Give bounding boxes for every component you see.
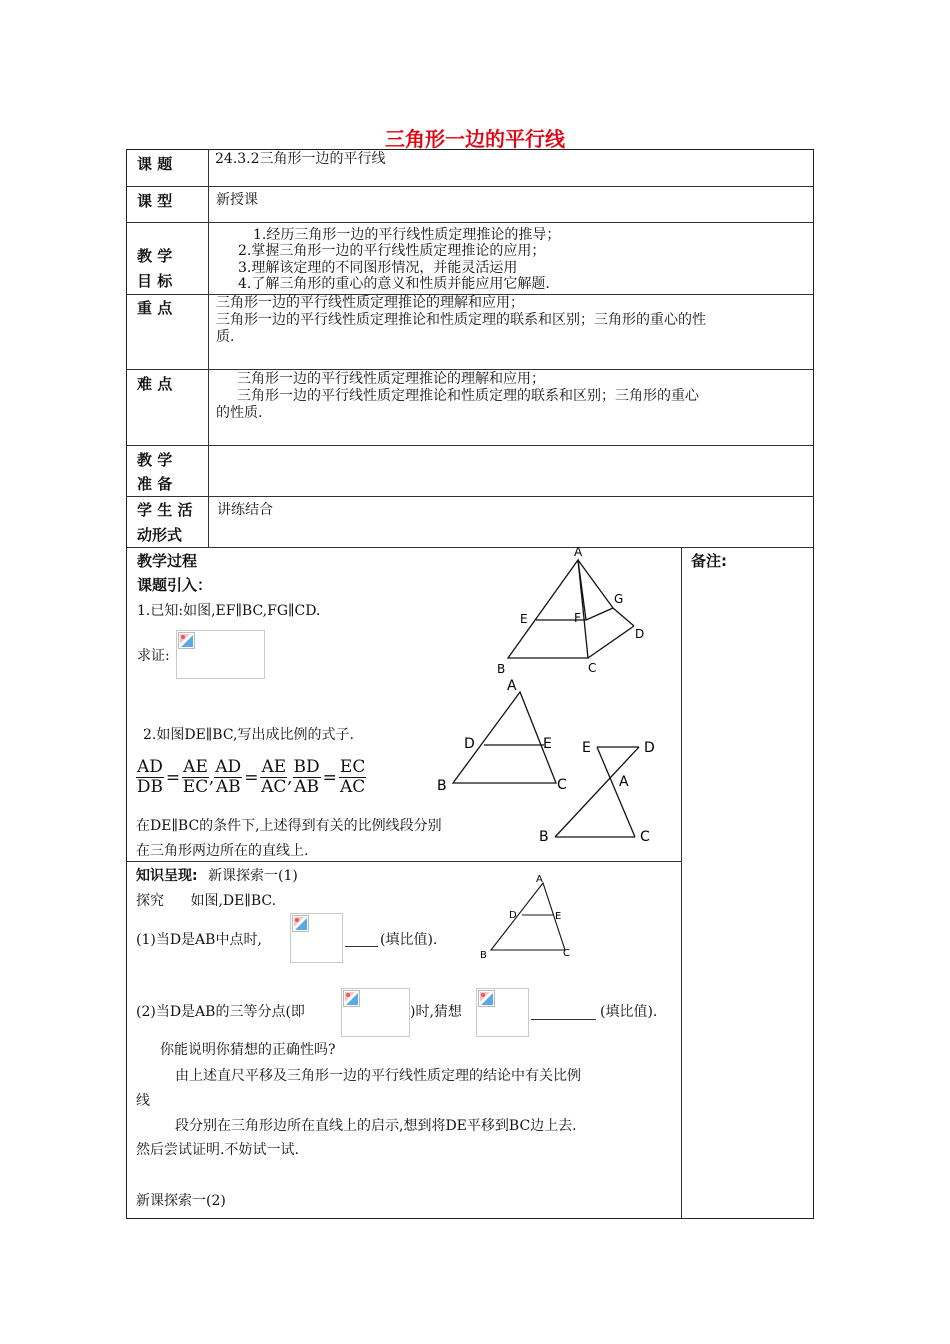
next-section-heading: 新课探索一(2) [136,1193,226,1209]
conclusion-line: 在三角形两边所在的直线上. [136,843,309,859]
row-divider [126,186,814,187]
page-title: 三角形一边的平行线 [385,127,565,151]
point-label: C [588,661,597,675]
explore-line [136,893,276,910]
figure-hourglass [535,735,665,850]
difficult-line: 三角形一边的平行线性质定理推论和性质定理的联系和区别；三角形的重心 [237,388,699,404]
point-label: E [520,612,528,626]
activity-label-2: 动形式 [137,526,183,544]
figure-small-triangle [477,870,577,965]
paragraph-line: 线 [136,1093,150,1109]
point-label: C [563,948,570,959]
row-divider [126,861,681,862]
fraction: $\frac{AD}{AB}$ [215,757,242,797]
remarks-label: 备注: [691,552,727,570]
row-divider [126,369,814,370]
point-label: A [507,678,517,694]
part-2-suffix: (填比值). [600,1004,658,1020]
point-label: C [557,777,567,793]
prep-label-2: 准 备 [137,475,173,493]
fraction: $\frac{AE}{EC}$ [182,757,209,797]
point-label: E [555,911,562,922]
point-label: B [437,778,447,794]
row-divider [126,222,814,223]
ratio-equations: $\frac{AD}{DB}$ = $\frac{AE}{EC}$ , $\frac{AD}{AB}$ = $\frac{AE}{AC}$ , $\frac{BD}{AB}$ = $\frac{EC}{AC}$ [136,757,366,797]
type-label: 课 型 [137,192,173,210]
goal-item: 1.经历三角形一边的平行线性质定理推论的推导； [253,227,561,243]
point-label: B [480,950,487,961]
difficult-line: 的性质. [216,405,263,421]
part-1-text: (1)当D是AB中点时, [136,932,262,948]
broken-image-icon [343,990,360,1007]
paragraph-line: 由上述直尺平移及三角形一边的平行线性质定理的结论中有关比例 [175,1068,581,1084]
fraction: $\frac{BD}{AB}$ [293,757,320,797]
topic-value: 24.3.2三角形一边的平行线 [215,151,386,167]
fraction: $\frac{AD}{DB}$ [136,757,164,797]
goal-item: 3.理解该定理的不同图形情况，并能灵活运用 [238,260,518,276]
point-label: D [509,910,517,921]
missing-image [290,913,343,963]
goal-item: 4.了解三角形的重心的意义和性质并能应用它解题. [238,276,550,292]
type-value: 新授课 [216,192,258,208]
process-heading: 教学过程 [137,552,198,570]
figure-triangle-efg [488,545,648,680]
point-label: D [644,740,655,756]
prove-label: 求证: [137,648,170,664]
missing-image [176,630,265,679]
explore-label: 探究 [136,893,164,909]
point-label: G [614,592,624,606]
part-2-middle: )时,猜想 [410,1004,462,1020]
point-label: E [543,736,552,752]
point-label: A [574,545,583,559]
conclusion-line: 在DE∥BC的条件下,上述得到有关的比例线段分别 [136,818,442,834]
column-divider [681,547,682,1219]
row-divider [126,496,814,497]
paragraph-line: 然后尝试证明.不妨试一试. [136,1142,299,1158]
paragraph-line: 段分别在三角形边所在直线上的启示,想到将DE平移到BC边上去. [175,1118,577,1134]
point-label: A [536,874,543,885]
key-line: 质. [216,329,235,345]
key-label: 重 点 [137,299,173,317]
question-2: 2.如图DE∥BC,写出成比例的式子. [143,727,354,743]
column-divider [208,149,209,547]
fraction: $\frac{AE}{AC}$ [261,757,287,797]
key-line: 三角形一边的平行线性质定理推论和性质定理的联系和区别；三角形的重心的性 [216,312,706,328]
difficult-label: 难 点 [137,375,173,393]
broken-image-icon [292,915,309,932]
part-1-suffix: (填比值). [380,932,438,948]
prep-label-1: 教 学 [137,451,173,469]
knowledge-heading-line [136,868,298,885]
knowledge-subheading: 新课探索一(1) [208,868,298,884]
broken-image-icon [178,632,195,649]
broken-image-icon [478,990,495,1007]
point-label: A [619,774,629,790]
fraction: $\frac{EC}{AC}$ [339,757,366,797]
key-line: 三角形一边的平行线性质定理推论的理解和应用； [216,295,524,311]
difficult-line: 三角形一边的平行线性质定理推论的理解和应用； [237,371,545,387]
row-divider [126,547,814,548]
activity-value: 讲练结合 [217,502,273,518]
question-1: 1.已知:如图,EF∥BC,FG∥CD. [137,603,321,619]
point-label: B [497,662,506,676]
part-2-text: (2)当D是AB的三等分点(即 [136,1004,305,1020]
row-divider [126,445,814,446]
activity-label-1: 学 生 活 [137,501,193,519]
goals-label-1: 教 学 [137,247,173,265]
goal-item: 2.掌握三角形一边的平行线性质定理推论的应用； [238,243,546,259]
point-label: D [464,736,475,752]
point-label: D [635,627,645,641]
intro-heading: 课题引入： [137,576,213,594]
point-label: C [640,829,650,845]
point-label: E [582,740,591,756]
missing-image [341,988,410,1037]
goals-label-2: 目 标 [137,272,173,290]
explain-question: 你能说明你猜想的正确性吗? [160,1042,336,1058]
topic-label: 课 题 [137,155,173,173]
point-label: B [539,829,549,845]
explore-text: 如图,DE∥BC. [190,893,277,909]
point-label: F [574,611,581,625]
answer-blank[interactable] [531,1019,596,1020]
answer-blank[interactable] [345,946,378,947]
missing-image [476,988,529,1037]
knowledge-heading: 知识呈现: [136,868,198,884]
